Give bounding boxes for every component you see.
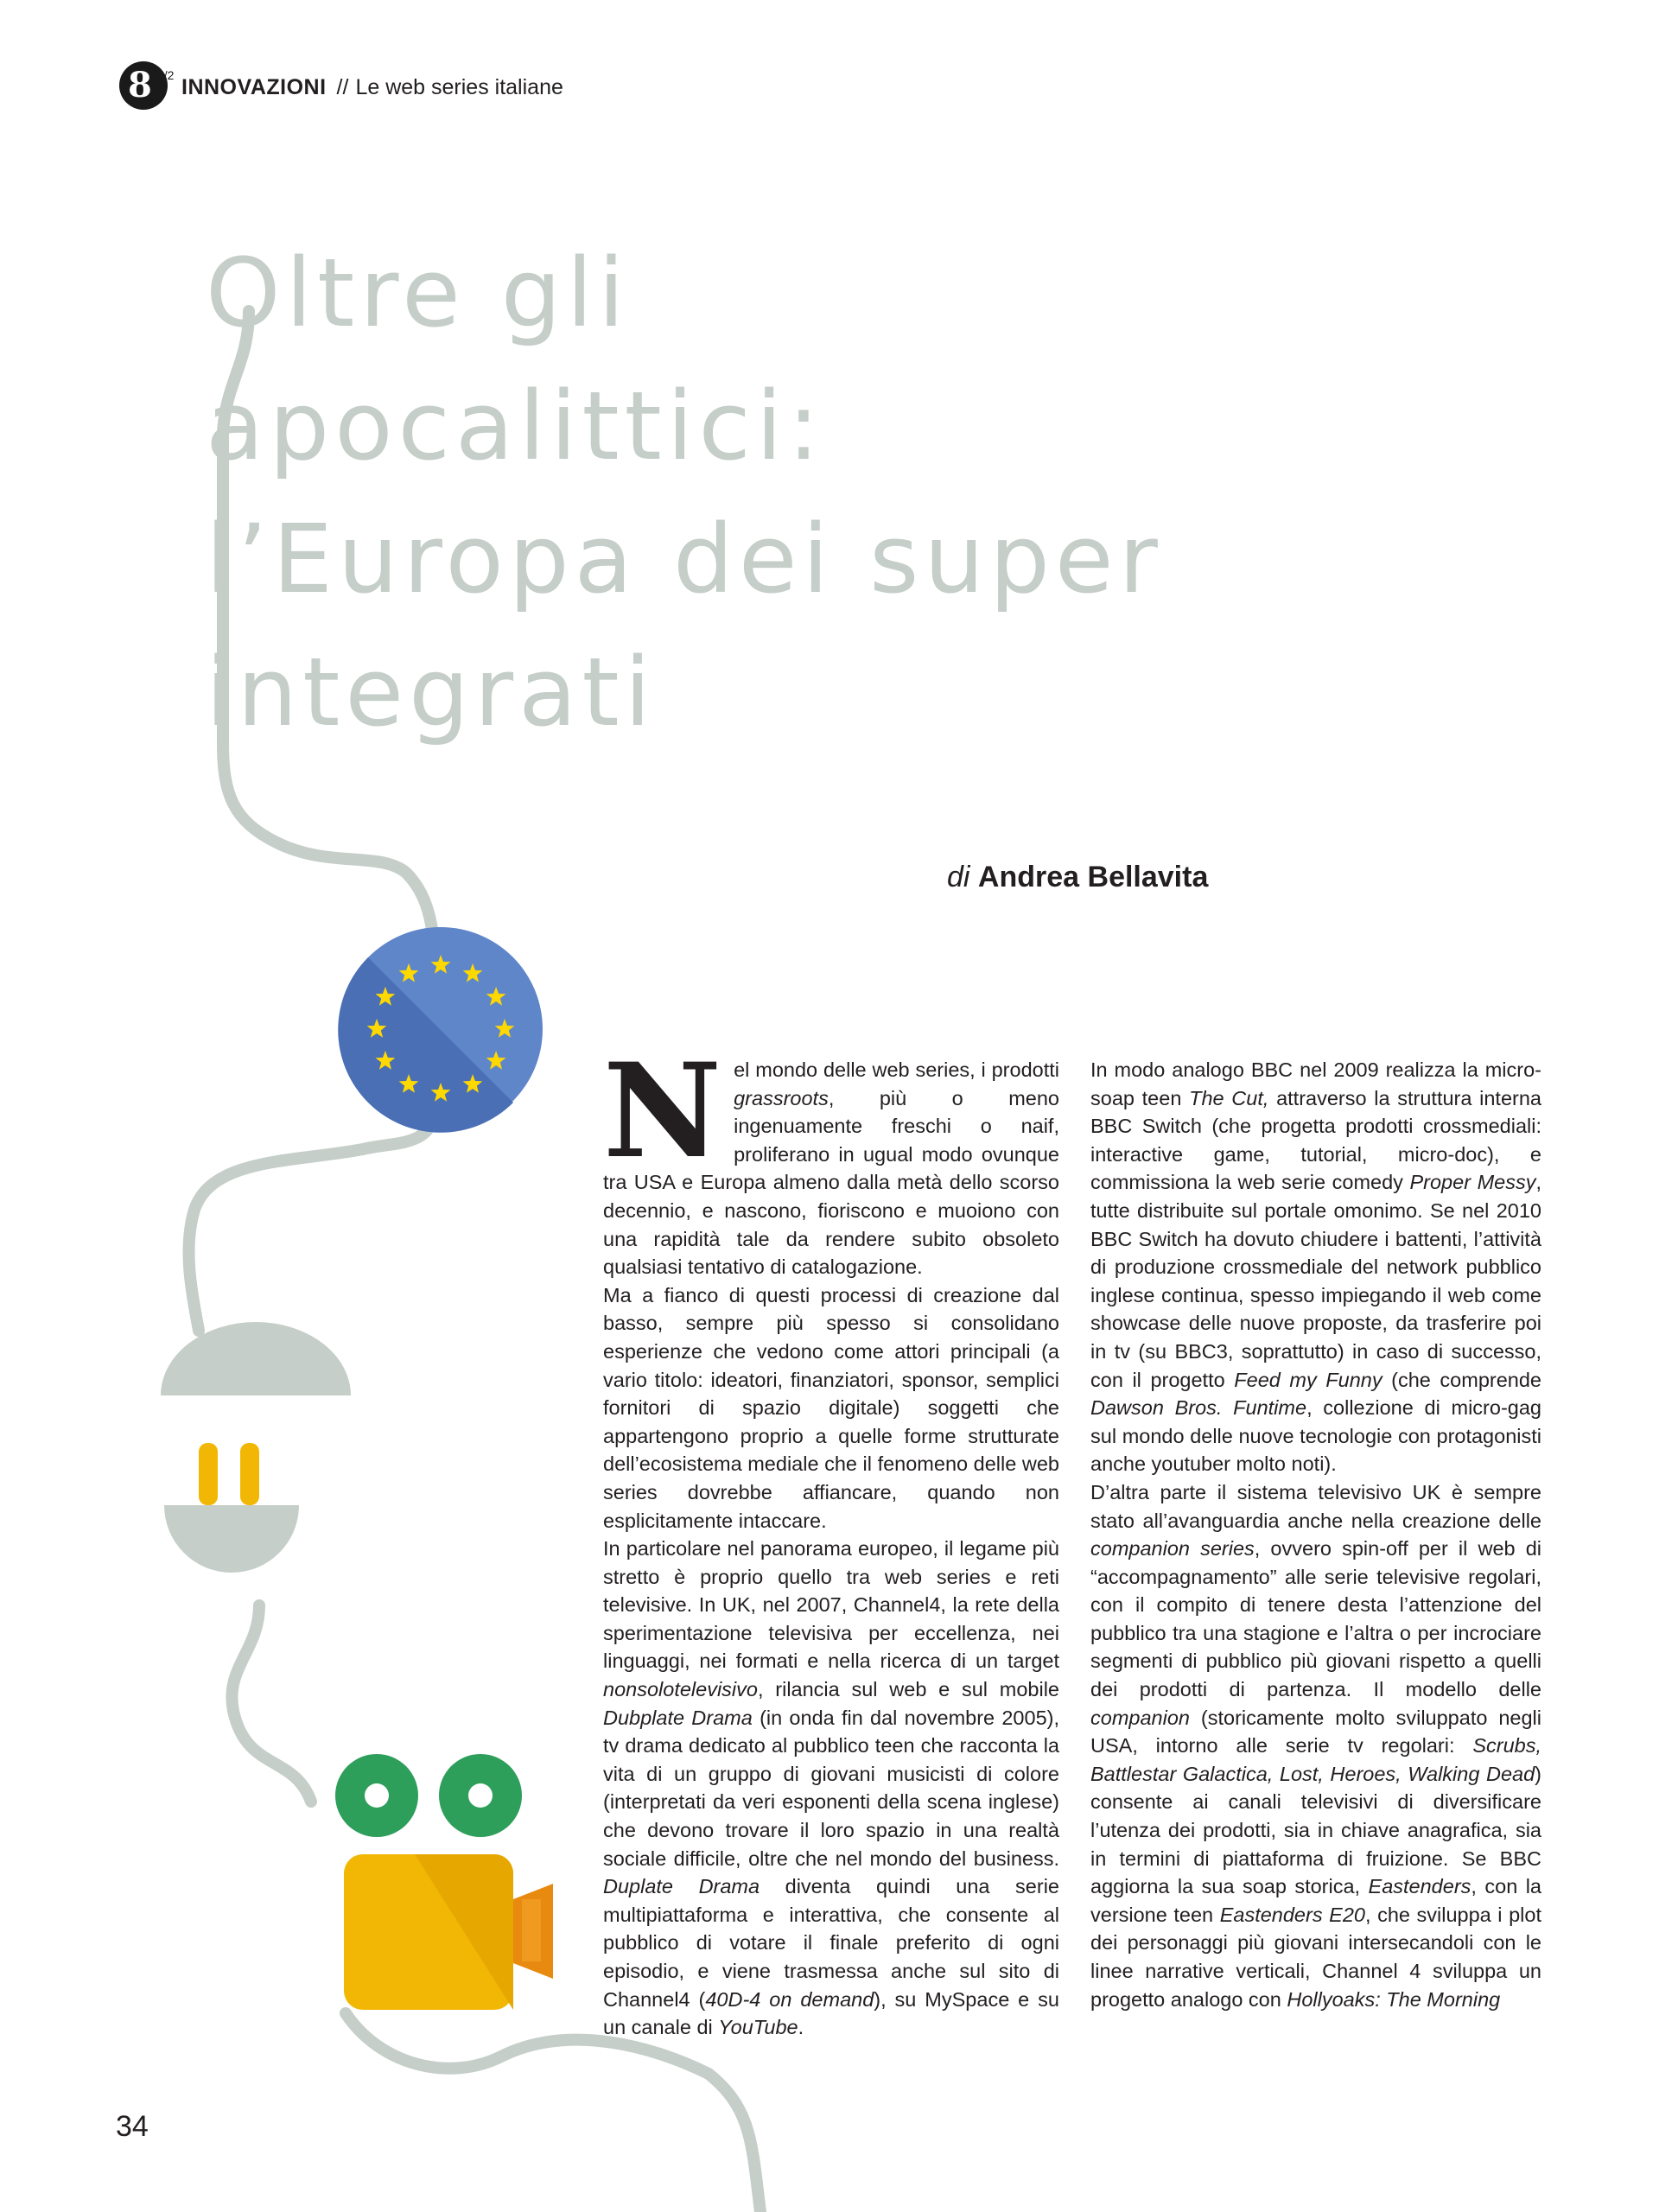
paragraph: Nel mondo delle web series, i prodotti grassroots, più o meno ingenuamente freschi o naif, proliferano in ugual modo ovunque tra USA e Europa almeno dalla metà dello scorso decennio, e nascono, fioriscono e muoiono con una rapidità tale da rendere subito obsoleto qualsiasi tentativo di catalogazione. (603, 1035, 1059, 1279)
author-name: Andrea Bellavita (977, 861, 1209, 893)
body-column-right (1090, 1056, 1541, 2013)
subsection-label: Le web series italiane (355, 74, 563, 99)
running-header (119, 57, 563, 118)
section-label: INNOVAZIONI (181, 74, 327, 99)
byline (947, 861, 1208, 894)
byline-prefix: di (947, 861, 970, 893)
paragraph: Ma a fianco di questi processi di creazione dal basso, sempre più spesso si consolidano esperienze che vedono come attori principali (a vario titolo: ideatori, finanziatori, sponsor, semplici fornitori di spazio digitale) soggetti che appartengono proprio a quelle forme strutturate dell’ecosistema mediale che il fenomeno delle web series dovrebbe affiancare, quando non esplicitamente intaccare. (603, 1283, 1059, 1532)
cable-bottom (346, 2013, 760, 2212)
logo-number: 8 (128, 65, 152, 105)
video-camera-icon (344, 1854, 553, 2010)
magazine-logo (119, 61, 175, 113)
paragraph: D’altra parte il sistema televisivo UK è sempre stato all’avanguardia anche nella creazione delle companion series, ovvero spin-off per il web di “accompagnamento” alle serie televisive regolari, con il compito di tenere desta l’attenzione del pubblico tra una stagione e l’altra o per incrociare segmenti di pubblico più giovani rispetto a quelli dei prodotti di partenza. Il modello delle companion (storicamente molto sviluppato negli USA, intorno alle serie tv regolari: Scrubs, Battlestar Galactica, Lost, Heroes, Walking Dead) consente ai canali televisivi di diversificare l’utenza dei prodotti, sia in chiave anagrafica, sia in termini di piattaforma di fruizione. Se BBC aggiorna la sua soap storica, Eastenders, con la versione teen Eastenders E20, che sviluppa i plot dei personaggi più giovani intersecandoli con le linee narrative verticali, Channel 4 sviluppa un progetto analogo con Hollyoaks: The Morning (1090, 1480, 1542, 2011)
plug-icon (164, 1443, 299, 1573)
paragraph: In particolare nel panorama europeo, il legame più stretto è proprio quello tra web series e reti televisive. In UK, nel 2007, Channel4, la rete della sperimentazione televisiva per eccellenza, nei linguaggi, nei formati e nella ricerca di un target nonsolotelevisivo, rilancia sul web e sul mobile Dubplate Drama (in onda fin dal novembre 2005), tv drama dedicato al pubblico teen che racconta la vita di un gruppo di giovani musicisti di colore (interpretati da veri esponenti della scena inglese) che devono trovare il loro spazio in una realtà sociale difficile, oltre che nel mondo del business. Duplate Drama diventa quindi una serie multipiattaforma e interattiva, che consente al pubblico di votare il finale preferito di ogni episodio, e viene trasmessa anche sul sito di Channel4 (40D-4 on demand), su MySpace e su un canale di YouTube. (603, 1537, 1059, 2039)
title-line: Oltre gli (206, 238, 630, 348)
title-line: integrati (206, 637, 657, 747)
breadcrumb-separator: // (336, 74, 349, 99)
title-line: l’Europa dei super (206, 504, 1163, 614)
cable-middle (189, 1099, 436, 1331)
title-line: apocalittici: (206, 371, 825, 481)
article-title (206, 226, 1519, 759)
drop-cap: N (603, 1035, 722, 1187)
paragraph: In modo analogo BBC nel 2009 realizza la micro-soap teen The Cut, attraverso la struttura interna BBC Switch (che progetta prodotti crossmediali: interactive game, tutorial, micro-doc), e commissiona la web serie comedy Proper Messy, tutte distribuite sul portale omonimo. Se nel 2010 BBC Switch ha dovuto chiudere i battenti, l’attività di produzione crossmediale del network pubblico inglese continua, spesso impiegando il web come showcase delle nuove proposte, da trasferire poi in tv (su BBC3, soprattutto) in caso di successo, con il progetto Feed my Funny (che comprende Dawson Bros. Funtime, collezione di micro-gag sul mondo delle nuove tecnologie con protagonisti anche youtuber molto noti). (1090, 1058, 1542, 1476)
film-reel-icon (335, 1754, 522, 1837)
body-column-left (603, 1035, 1059, 2042)
logo-fraction: 1/2 (157, 68, 175, 82)
cable-lower (232, 1605, 311, 1802)
plug-socket-icon (161, 1322, 351, 1395)
page-number: 34 (116, 2110, 149, 2143)
eu-flag-icon (338, 927, 543, 1133)
